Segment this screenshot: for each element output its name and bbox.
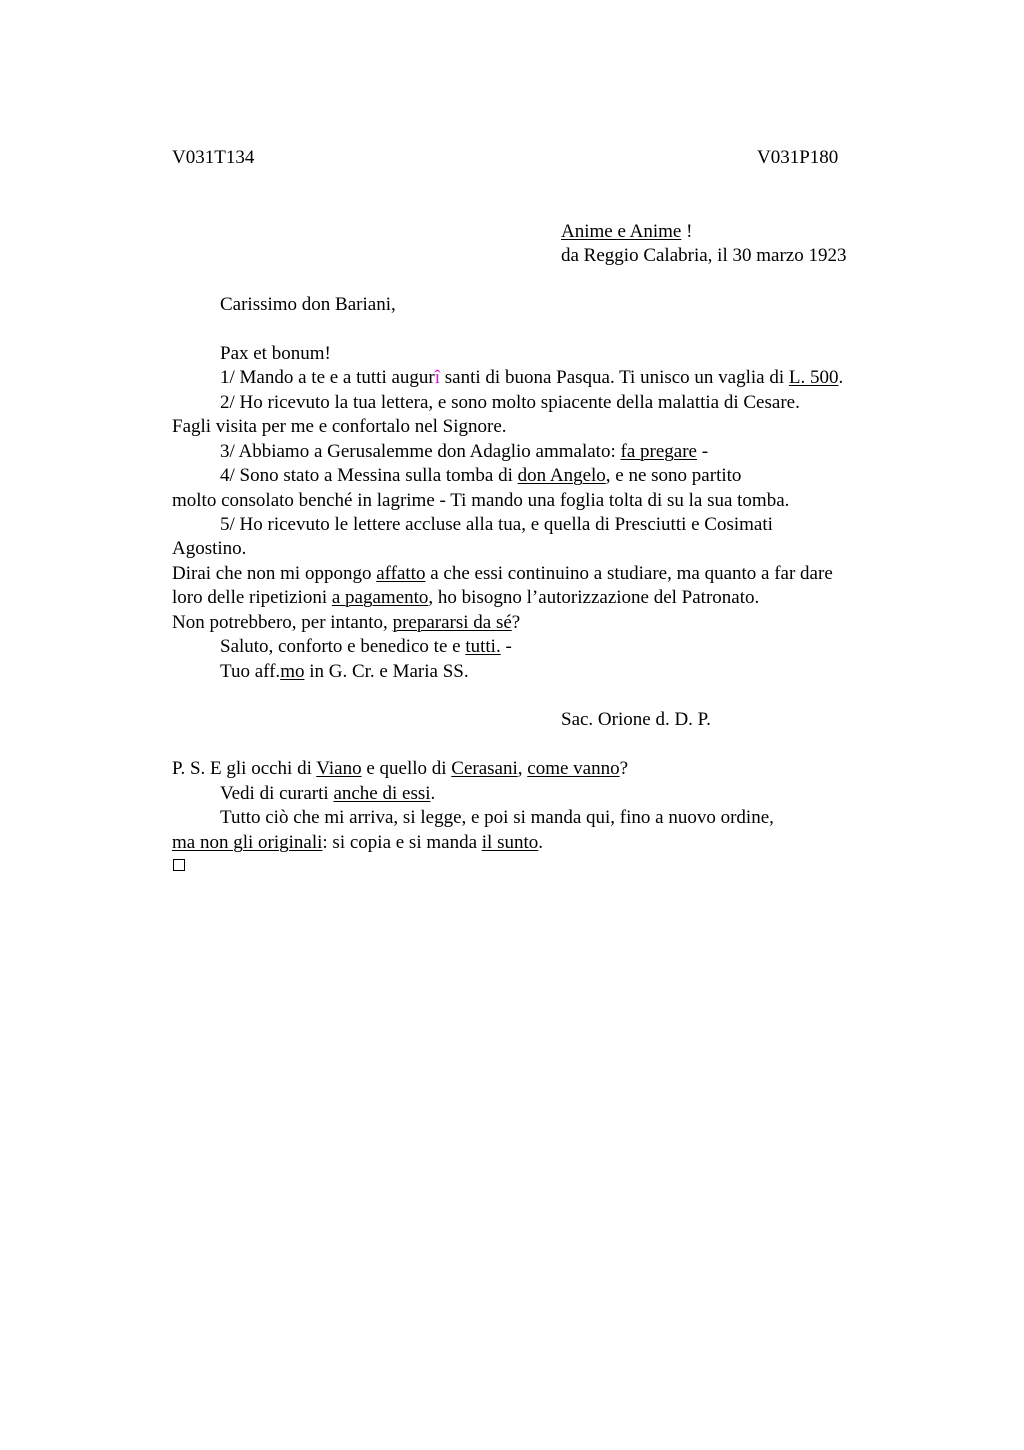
ps2-text-b: . <box>430 783 436 804</box>
p9-text-b: - <box>500 636 512 657</box>
ps1-text-d: ? <box>619 758 629 779</box>
salutation: Carissimo don Bariani, <box>220 294 396 315</box>
ps2-text-a: Vedi di curarti <box>220 783 334 804</box>
p4-text-a: 4/ Sono stato a Messina sulla tomba di <box>220 465 518 486</box>
p1-text-a: 1/ Mando a te e a tutti augur <box>220 367 435 388</box>
ps4-text-a: : si copia e si manda <box>322 832 482 853</box>
paragraph-4-line-1 <box>220 464 741 488</box>
p4-text-b: , e ne sono partito <box>605 465 742 486</box>
p3-text-b: - <box>696 441 709 462</box>
ps1-text-c: , <box>517 758 528 779</box>
p8-text-b: ? <box>511 612 521 633</box>
p3-text-a: 3/ Abbiamo a Gerusalemme don Adaglio ammalato: <box>220 441 621 462</box>
paragraph-4-line-2: molto consolato benché in lagrime - Ti mando una foglia tolta di su la sua tomba. <box>172 490 790 511</box>
dateline: da Reggio Calabria, il 30 marzo 1923 <box>561 245 847 266</box>
ps1-underlined-2: Cerasani <box>451 758 518 779</box>
p6-text-b: a che essi continuino a studiare, ma quanto a far dare <box>425 563 833 584</box>
p10-underlined: mo <box>280 661 305 682</box>
header-right-code: V031P180 <box>757 147 839 168</box>
letter-title-suffix: ! <box>681 221 693 242</box>
paragraph-5-line-2: Agostino. <box>172 538 247 559</box>
paragraph-6 <box>172 562 833 586</box>
paragraph-2-line-2: Fagli visita per me e confortalo nel Signore. <box>172 416 507 437</box>
p9-text-a: Saluto, conforto e benedico te e <box>220 636 466 657</box>
postscript-line-1 <box>172 757 628 781</box>
postscript-line-3: Tutto ciò che mi arriva, si legge, e poi si manda qui, fino a nuovo ordine, <box>220 807 774 828</box>
p1-amount: L. 500 <box>788 367 839 388</box>
greeting: Pax et bonum! <box>220 343 331 364</box>
paragraph-1 <box>220 366 843 390</box>
ps1-underlined-3: come vanno <box>527 758 620 779</box>
postscript-line-4 <box>172 831 543 855</box>
ps1-underlined-1: Viano <box>316 758 362 779</box>
postscript-line-2 <box>220 782 435 806</box>
p4-underlined: don Angelo <box>517 465 606 486</box>
end-marker-square-icon <box>173 859 185 871</box>
p7-text-b: , ho bisogno l’autorizzazione del Patronato. <box>428 587 760 608</box>
ps1-text-b: e quello di <box>361 758 452 779</box>
p1-text-c: . <box>838 367 844 388</box>
header-left-code: V031T134 <box>172 147 255 168</box>
p10-text-b: in G. Cr. e Maria SS. <box>304 661 469 682</box>
paragraph-2-line-1: 2/ Ho ricevuto la tua lettera, e sono molto spiacente della malattia di Cesare. <box>220 392 800 413</box>
closing-greeting <box>220 635 512 659</box>
p1-text-b: santi di buona Pasqua. Ti unisco un vaglia di <box>440 367 789 388</box>
paragraph-7 <box>172 586 759 610</box>
signature: Sac. Orione d. D. P. <box>561 709 711 730</box>
ps4-underlined-2: il sunto <box>481 832 539 853</box>
paragraph-5-line-1: 5/ Ho ricevuto le lettere accluse alla tua, e quella di Presciutti e Cosimati <box>220 514 773 535</box>
letter-title <box>561 220 692 244</box>
paragraph-8 <box>172 611 520 635</box>
p3-underlined: fa pregare <box>620 441 697 462</box>
p7-underlined: a pagamento <box>331 587 429 608</box>
ps4-text-b: . <box>538 832 543 853</box>
p6-underlined: affatto <box>376 563 426 584</box>
ps2-underlined: anche di essi <box>333 783 431 804</box>
p8-underlined: prepararsi da sé <box>392 612 512 633</box>
p10-text-a: Tuo aff. <box>220 661 281 682</box>
ps1-text-a: P. S. E gli occhi di <box>172 758 317 779</box>
valediction <box>220 660 469 684</box>
letter-title-text: Anime e Anime <box>561 221 682 242</box>
p1-accent-char: î <box>434 367 441 388</box>
ps4-underlined-1: ma non gli originali <box>172 832 323 853</box>
p9-underlined: tutti. <box>465 636 501 657</box>
paragraph-3 <box>220 440 708 464</box>
p6-text-a: Dirai che non mi oppongo <box>172 563 377 584</box>
p7-text-a: loro delle ripetizioni <box>172 587 332 608</box>
p8-text-a: Non potrebbero, per intanto, <box>172 612 393 633</box>
